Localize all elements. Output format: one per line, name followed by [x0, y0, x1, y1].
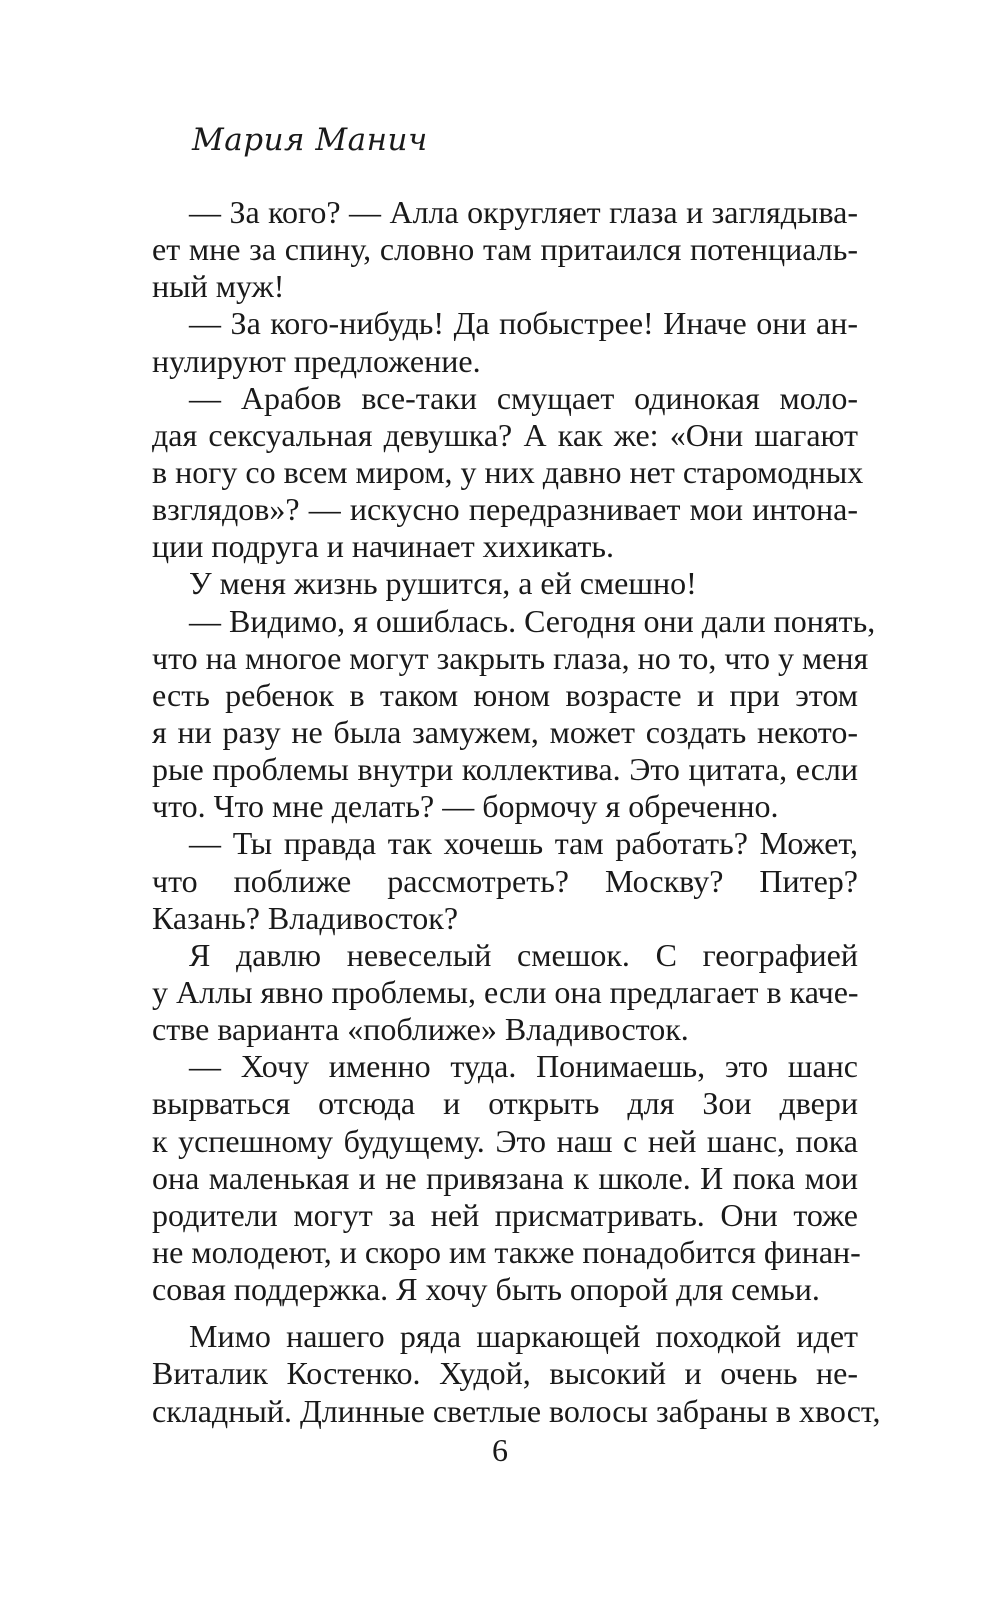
- text-line: взглядов»? — искусно передразнивает мои интона-: [152, 491, 858, 528]
- text-line: — Хочу именно туда. Понимаешь, это шанс: [189, 1048, 858, 1085]
- text-line: в ногу со всем миром, у них давно нет старомодных: [152, 453, 864, 490]
- text-line: Мимо нашего ряда шаркающей походкой идет: [189, 1318, 858, 1355]
- text-line: стве варианта «поближе» Владивосток.: [152, 1011, 689, 1048]
- text-line: не молодеют, и скоро им также понадобится финан-: [152, 1233, 861, 1270]
- text-line: к успешному будущему. Это наш с ней шанс, пока: [152, 1122, 858, 1159]
- paragraph: [152, 937, 858, 1048]
- text-line: ный муж!: [152, 268, 285, 305]
- text-line: Виталик Костенко. Худой, высокий и очень не-: [152, 1355, 858, 1392]
- running-header-author: Мария Манич: [192, 122, 428, 158]
- text-line: — За кого-нибудь! Да побыстрее! Иначе они ан-: [189, 305, 858, 342]
- text-line: родители могут за ней присматривать. Они тоже: [152, 1196, 858, 1233]
- text-line: — Ты правда так хочешь там работать? Может,: [189, 825, 858, 862]
- text-line: Я давлю невеселый смешок. С географией: [189, 936, 858, 973]
- text-line: у Аллы явно проблемы, если она предлагает в каче-: [152, 973, 859, 1010]
- text-line: что. Что мне делать? — бормочу я обреченно.: [152, 788, 779, 825]
- text-line: нулируют предложение.: [152, 342, 481, 379]
- paragraph: [152, 194, 858, 305]
- text-line: — За кого? — Алла округляет глаза и заглядыва-: [189, 194, 858, 230]
- text-line: я ни разу не была замужем, может создать некото-: [152, 713, 858, 750]
- paragraph: [152, 602, 876, 826]
- paragraph: [152, 565, 858, 602]
- text-line: дая сексуальная девушка? А как же: «Они шагают: [152, 416, 858, 453]
- paragraph: [152, 379, 864, 566]
- text-line: что на многое могут закрыть глаза, но то, что у меня: [152, 639, 869, 676]
- text-line: ции подруга и начинает хихикать.: [152, 528, 614, 565]
- paragraph: [152, 1048, 861, 1308]
- text-line: ет мне за спину, словно там притаился потенциаль-: [152, 231, 858, 268]
- text-line: У меня жизнь рушится, а ей смешно!: [189, 565, 697, 602]
- paragraph: [152, 825, 858, 936]
- text-line: рые проблемы внутри коллектива. Это цитата, если: [152, 751, 858, 788]
- text-line: — Видимо, я ошиблась. Сегодня они дали понять,: [189, 602, 876, 639]
- text-line: совая поддержка. Я хочу быть опорой для семьи.: [152, 1271, 820, 1308]
- text-line: что поближе рассмотреть? Москву? Питер?: [152, 862, 858, 899]
- paragraph: [152, 305, 858, 379]
- text-line: вырваться отсюда и открыть для Зои двери: [152, 1085, 858, 1122]
- text-line: есть ребенок в таком юном возрасте и при этом: [152, 676, 858, 713]
- text-line: складный. Длинные светлые волосы забраны в хвост,: [152, 1392, 881, 1429]
- text-line: Казань? Владивосток?: [152, 899, 459, 936]
- text-line: она маленькая и не привязана к школе. И пока мои: [152, 1159, 858, 1196]
- body-text: [152, 194, 881, 1430]
- paragraph: [152, 1318, 881, 1429]
- page-number: 6: [492, 1432, 508, 1468]
- text-line: — Арабов все-таки смущает одинокая моло-: [189, 379, 858, 416]
